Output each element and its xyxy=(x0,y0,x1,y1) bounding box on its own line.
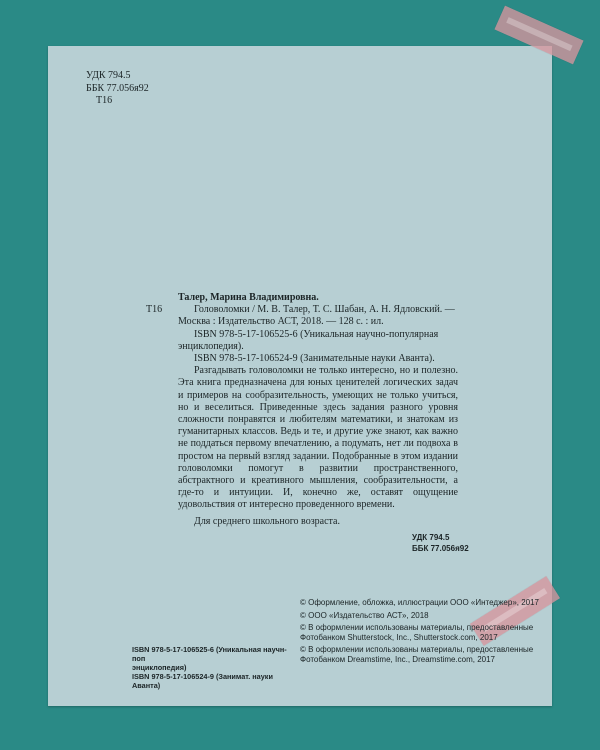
copyright-line: © В оформлении использованы материалы, предоставленные Фотобанком Dreamstime, Inc., Dreamstime.com, 2017 xyxy=(300,645,534,664)
audience-note: Для среднего школьного возраста. xyxy=(194,515,340,527)
isbn-line: ISBN 978-5-17-106525-6 (Уникальная научн-поп xyxy=(132,645,287,663)
isbn-1-line-2: энциклопедия). xyxy=(178,340,244,352)
isbn-line: энциклопедия) xyxy=(132,663,187,672)
title-line-2: Москва : Издательство АСТ, 2018. — 128 с. : ил. xyxy=(178,316,384,328)
bbk-code: ББК 77.056я92 xyxy=(86,82,149,94)
copyright-line: © В оформлении использованы материалы, предоставленные Фотобанком Shutterstock, Inc., Shutterstock.com, 2017 xyxy=(300,623,534,642)
classification-codes-top xyxy=(86,70,149,108)
classification-codes-right xyxy=(412,533,469,554)
copyright-line: © ООО «Издательство АСТ», 2018 xyxy=(300,610,429,620)
author-code: Т16 xyxy=(96,95,113,106)
isbn-2: ISBN 978-5-17-106524-9 (Занимательные науки Аванта). xyxy=(194,353,435,365)
bbk-code-right: ББК 77.056я92 xyxy=(412,543,469,553)
copyright-block xyxy=(300,598,540,668)
isbn-line: ISBN 978-5-17-106524-9 (Занимат. науки Аванта) xyxy=(132,672,273,690)
catalog-entry xyxy=(178,292,458,528)
title-line-1: Головоломки / М. В. Талер, Т. С. Шабан, А. Н. Ядловский. — xyxy=(194,304,455,316)
udk-code-right: УДК 794.5 xyxy=(412,533,450,542)
copyright-line: © Оформление, обложка, иллюстрации ООО «Интеджер», 2017 xyxy=(300,598,540,607)
annotation-text: Разгадывать головоломки не только интересно, но и полезно. Эта книга предназначена для юных ценителей логических задач и примеров на сообразительность, умеющих не только учиться, но и веселиться. Приведенные здесь задания разного уровня сложности понравятся и любителям математики, и знатокам из гуманитарных классов. Ведь и те, и другие уже знают, как важно не поддаться первому впечатлению, а подумать, нет ли подвоха в простом на первый взгляд задании. Подобранные в этом издании головоломки помогут в развитии пространственного, абстрактного и креативного мышления, сообразительности, а где-то и интуиции. И, конечно же, оставят ощущение удовольствия от интересно проведенного времени. xyxy=(178,365,458,511)
isbn-1-line-1: ISBN 978-5-17-106525-6 (Уникальная научно-популярная xyxy=(194,328,439,340)
author-name: Талер, Марина Владимировна. xyxy=(178,292,319,303)
isbn-block xyxy=(132,645,292,690)
udk-code: УДК 794.5 xyxy=(86,70,131,81)
entry-author-code: Т16 xyxy=(146,304,163,315)
